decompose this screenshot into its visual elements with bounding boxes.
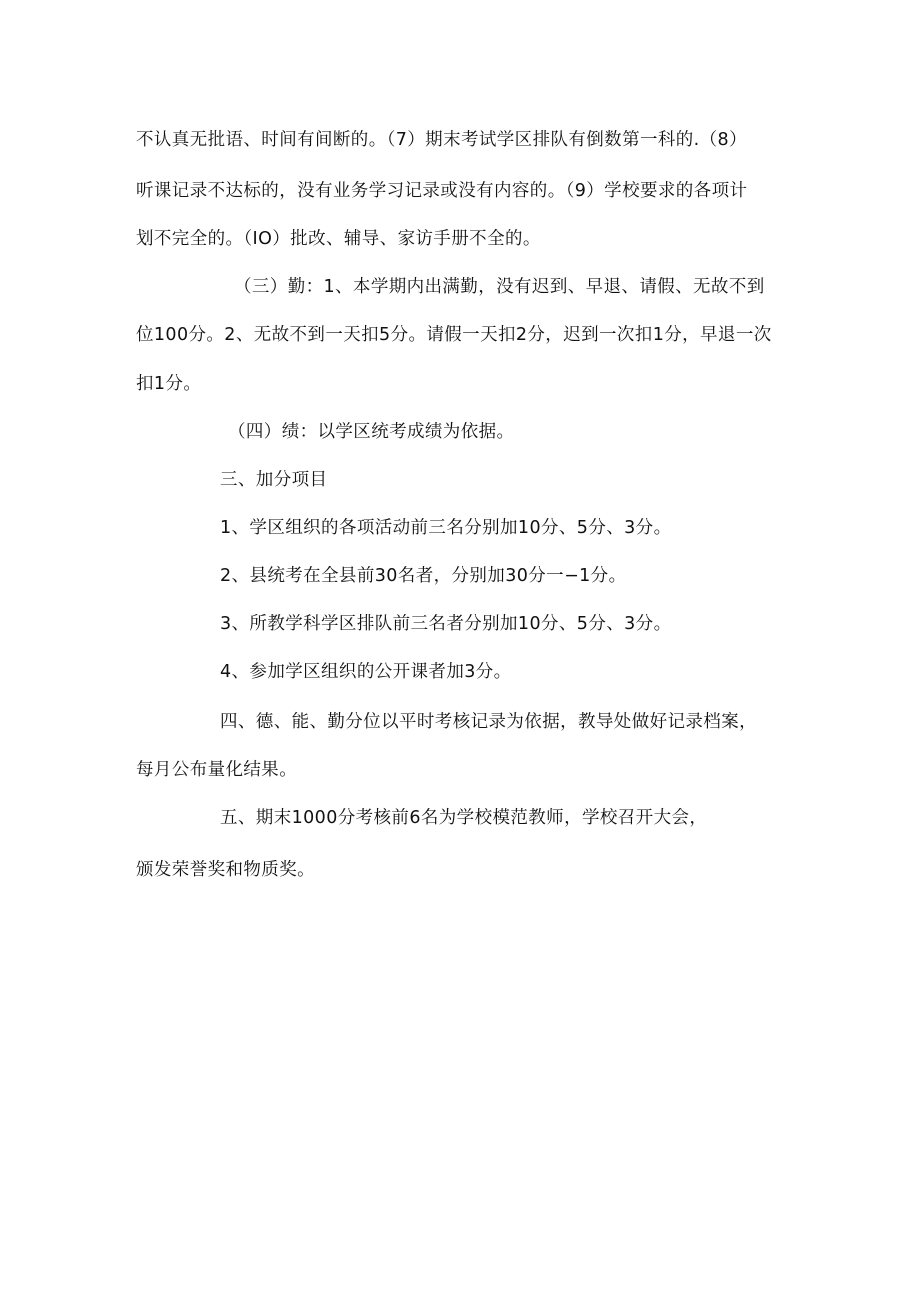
text-line-3: 划不完全的。（IO）批改、辅导、家访手册不全的。 xyxy=(136,229,541,249)
text-line-section-5: 五、期末1000分考核前6名为学校模范教师，学校召开大会， xyxy=(220,808,708,828)
text-line-section-5-cont: 颁发荣誉奖和物质奖。 xyxy=(136,860,315,880)
text-line-1: 不认真无批语、时间有间断的。（7）期末考试学区排队有倒数第一科的.（8） xyxy=(136,130,747,150)
bonus-item-4: 4、参加学区组织的公开课者加3分。 xyxy=(220,662,512,682)
text-line-2: 听课记录不达标的，没有业务学习记录或没有内容的。（9）学校要求的各项计 xyxy=(136,181,748,201)
text-line-7: （四）绩：以学区统考成绩为依据。 xyxy=(228,422,515,442)
text-line-6: 扣1分。 xyxy=(136,374,202,394)
bonus-item-2: 2、县统考在全县前30名者，分别加30分一−1分。 xyxy=(220,566,627,586)
bonus-item-1: 1、学区组织的各项活动前三名分别加10分、5分、3分。 xyxy=(220,518,672,538)
text-line-4: （三）勤：1、本学期内出满勤，没有迟到、早退、请假、无故不到 xyxy=(234,277,765,297)
text-line-5: 位100分。2、无故不到一天扣5分。请假一天扣2分，迟到一次扣1分，早退一次 xyxy=(136,325,772,345)
text-line-section-4-cont: 每月公布量化结果。 xyxy=(136,760,298,780)
section-heading-bonus: 三、加分项目 xyxy=(220,470,328,490)
bonus-item-3: 3、所教学科学区排队前三名者分别加10分、5分、3分。 xyxy=(220,614,672,634)
text-line-section-4: 四、德、能、勤分位以平时考核记录为依据，教导处做好记录档案， xyxy=(220,712,757,732)
